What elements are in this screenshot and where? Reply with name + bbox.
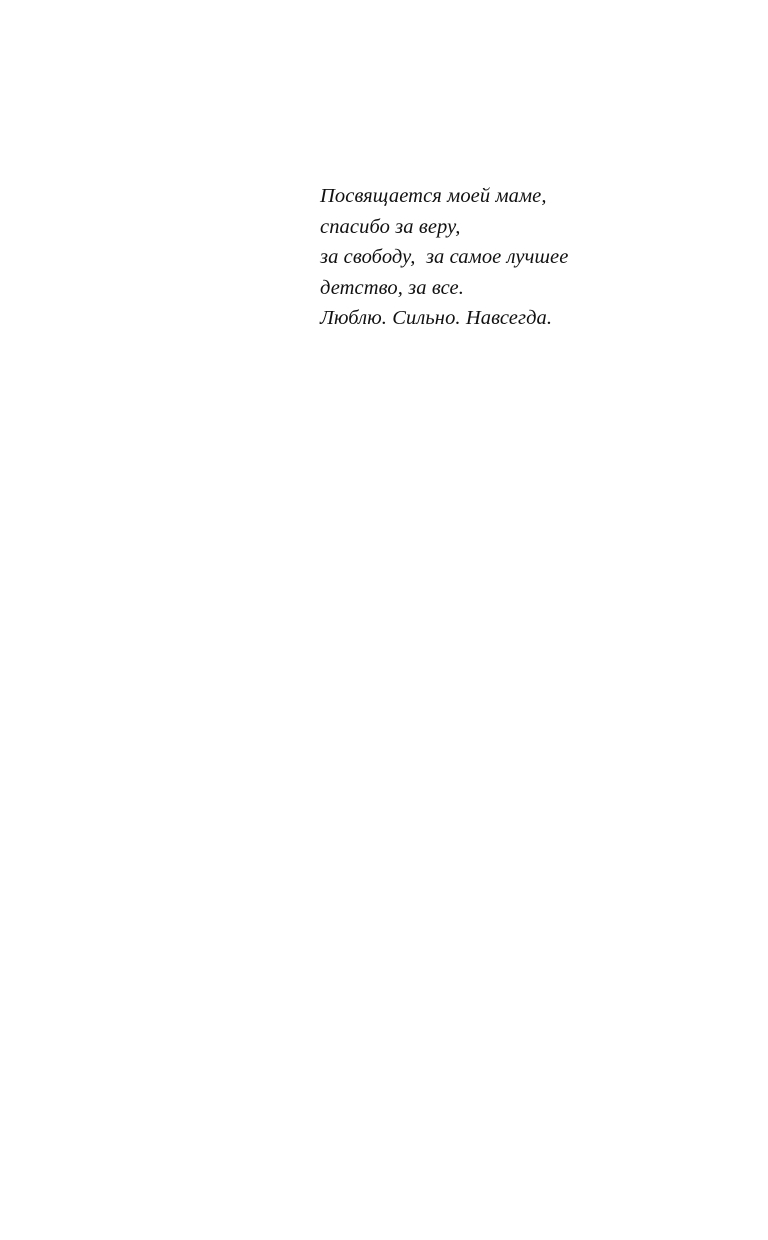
dedication-line: детство, за все. (320, 276, 464, 299)
dedication-line: Люблю. Сильно. Навсегда. (320, 307, 553, 329)
dedication-line: спасибо за веру, (320, 215, 461, 238)
dedication-block (320, 181, 680, 334)
dedication-line: Посвящается моей маме, (320, 185, 547, 207)
dedication-line: за свободу, за самое лучшее (320, 246, 569, 268)
